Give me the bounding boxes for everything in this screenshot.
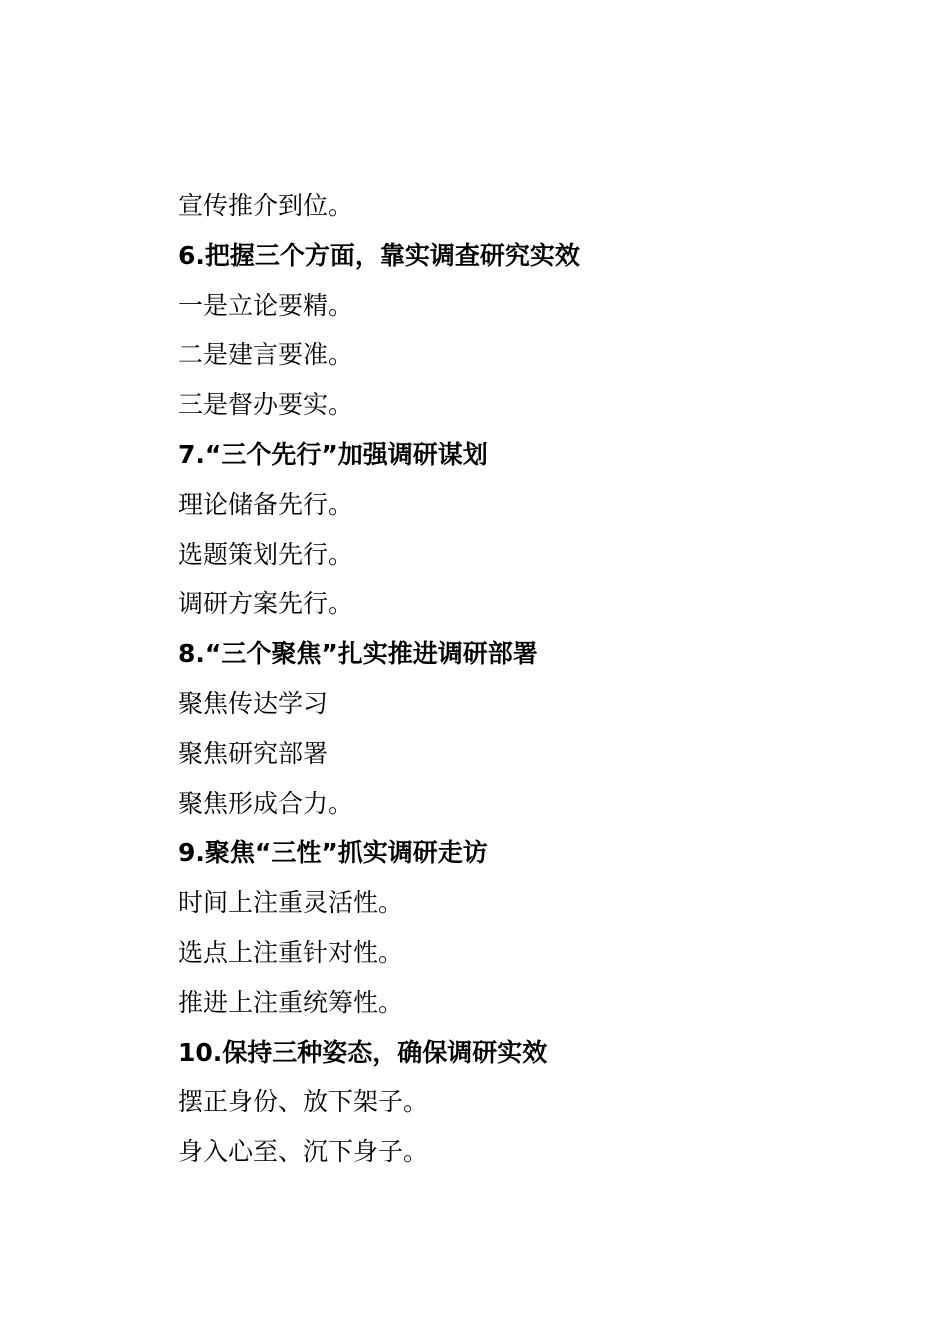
body-line: 聚焦研究部署 (178, 738, 329, 768)
body-line: 聚焦传达学习 (178, 688, 329, 718)
section-heading-8: 8.“三个聚焦”扎实推进调研部署 (178, 639, 538, 669)
body-line: 调研方案先行。 (178, 589, 354, 619)
body-line: 二是建言要准。 (178, 340, 354, 370)
section-heading-7: 7.“三个先行”加强调研谋划 (178, 439, 488, 469)
body-line: 推进上注重统筹性。 (178, 987, 404, 1017)
body-line: 聚焦形成合力。 (178, 788, 354, 818)
document-body (178, 181, 878, 1177)
body-line: 选题策划先行。 (178, 539, 354, 569)
body-line: 宣传推介到位。 (178, 191, 354, 220)
body-line: 摆正身份、放下架子。 (178, 1087, 429, 1117)
body-line: 时间上注重灵活性。 (178, 888, 404, 918)
body-line: 选点上注重针对性。 (178, 937, 404, 967)
body-line: 三是督办要实。 (178, 390, 354, 420)
section-heading-6: 6.把握三个方面，靠实调查研究实效 (178, 240, 580, 270)
section-heading-10: 10.保持三种姿态，确保调研实效 (178, 1037, 548, 1067)
section-heading-9: 9.聚焦“三性”抓实调研走访 (178, 838, 488, 868)
body-line: 一是立论要精。 (178, 290, 354, 320)
body-line: 理论储备先行。 (178, 489, 354, 519)
body-line: 身入心至、沉下身子。 (178, 1137, 429, 1167)
